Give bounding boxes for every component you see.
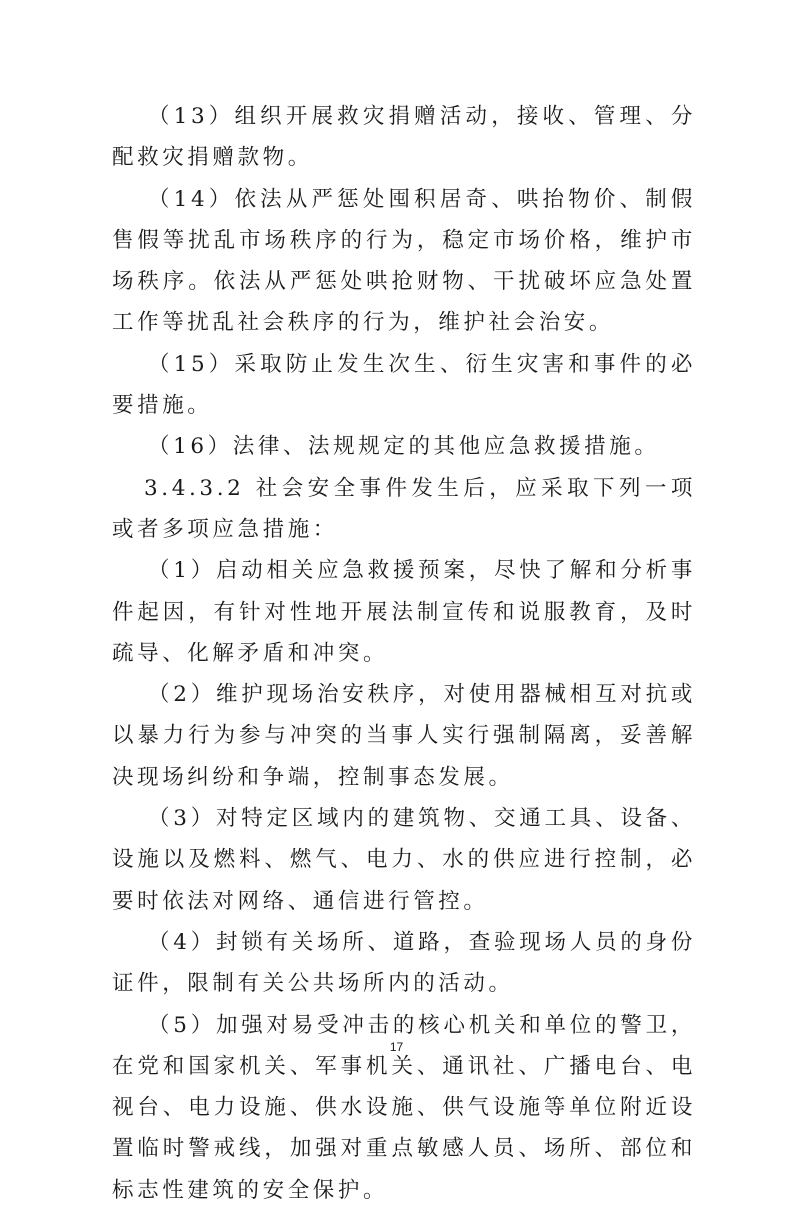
paragraph-item-15: （15）采取防止发生次生、衍生灾害和事件的必要措施。 bbox=[112, 351, 696, 419]
paragraph-item-5: （5）加强对易受冲击的核心机关和单位的警卫，在党和国家机关、军事机关、通讯社、广播电台、电视台、电力设施、供水设施、供气设施等单位附近设置临时警戒线，加强对重点敏感人员、场所、部位和标志性建筑的安全保护。 bbox=[112, 1012, 696, 1203]
paragraph-item-14: （14）依法从严惩处囤积居奇、哄抬物价、制假售假等扰乱市场秩序的行为，稳定市场价格，维护市场秩序。依法从严惩处哄抢财物、干扰破坏应急处置工作等扰乱社会秩序的行为，维护社会治安。 bbox=[112, 186, 696, 336]
paragraph-item-3: （3）对特定区域内的建筑物、交通工具、设备、设施以及燃料、燃气、电力、水的供应进行控制，必要时依法对网络、通信进行管控。 bbox=[112, 806, 696, 914]
paragraph-item-2: （2）维护现场治安秩序，对使用器械相互对抗或以暴力行为参与冲突的当事人实行强制隔离，妥善解决现场纠纷和争端，控制事态发展。 bbox=[112, 682, 696, 790]
paragraph-item-13: （13）组织开展救灾捐赠活动，接收、管理、分配救灾捐赠款物。 bbox=[112, 104, 696, 171]
page-number: 17 bbox=[389, 1040, 404, 1054]
section-heading-3-4-3-2: 3.4.3.2 社会安全事件发生后，应采取下列一项或者多项应急措施： bbox=[112, 475, 696, 542]
paragraph-item-4: （4）封锁有关场所、道路，查验现场人员的身份证件，限制有关公共场所内的活动。 bbox=[112, 929, 696, 997]
paragraph-item-16: （16）法律、法规规定的其他应急救援措施。 bbox=[148, 434, 660, 460]
paragraph-item-1: （1）启动相关应急救援预案，尽快了解和分析事件起因，有针对性地开展法制宣传和说服教育，及时疏导、化解矛盾和冲突。 bbox=[112, 558, 696, 666]
